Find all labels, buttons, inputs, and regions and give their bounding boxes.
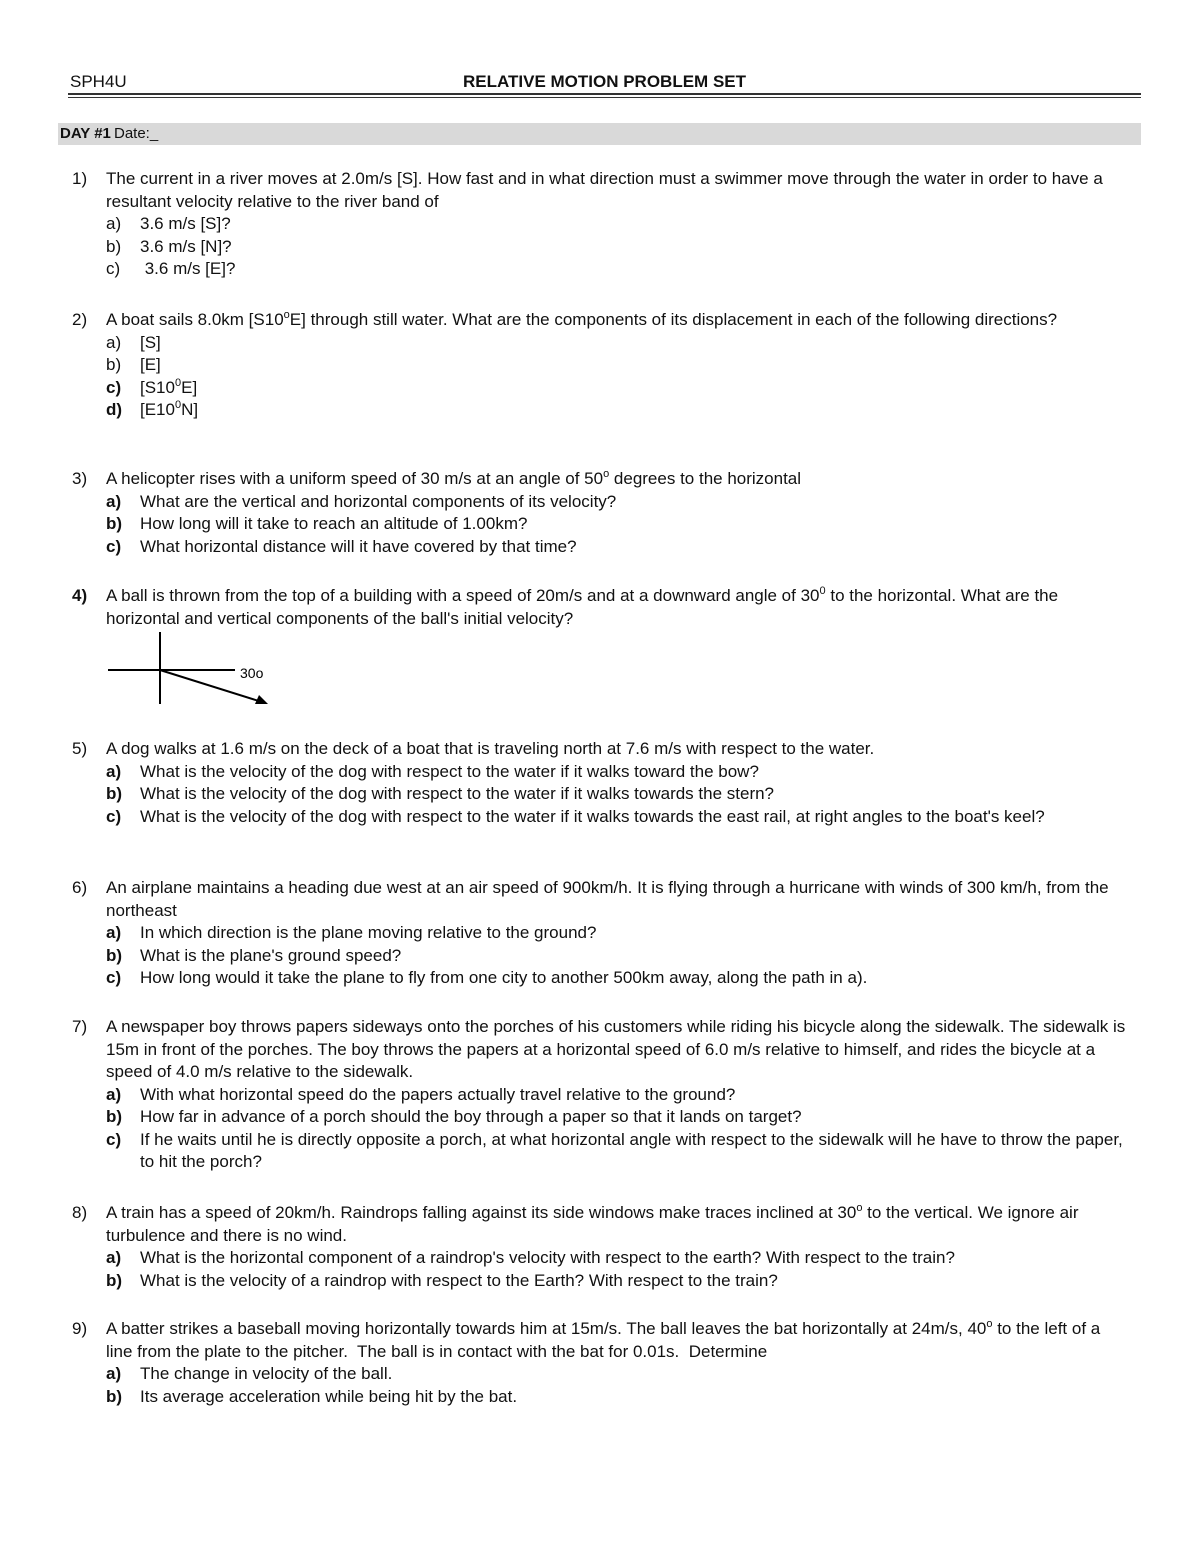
part-text: If he waits until he is directly opposite a porch, at what horizontal angle with respect to the sidewalk will he have to throw the paper, to hit the porch?	[140, 1129, 1123, 1171]
part-text: What are the vertical and horizontal components of its velocity?	[140, 491, 617, 511]
question-number: 3)	[72, 469, 88, 488]
degree-mark: o	[603, 468, 610, 480]
part-text: [E]	[140, 355, 161, 374]
question-text: The current in a river moves at 2.0m/s [S]. How fast and in what direction must a swimmer move through the water in order to have a resultant velocity relative to the river band of	[106, 169, 1103, 211]
question-1	[68, 168, 1128, 281]
angle-label: 30o	[240, 665, 264, 681]
question-text: A boat sails 8.0km [S10	[106, 310, 284, 329]
part-text: What is the velocity of a raindrop with respect to the Earth? With respect to the train?	[140, 1270, 778, 1290]
part-letter: b)	[106, 784, 123, 803]
question-number: 9)	[72, 1319, 88, 1338]
part-letter: a)	[106, 1084, 122, 1104]
question-number: 1)	[72, 169, 88, 188]
part-text-cont: E]	[181, 377, 198, 397]
part-text: What is the velocity of the dog with respect to the water if it walks towards the stern?	[140, 784, 775, 803]
part-text: The change in velocity of the ball.	[140, 1364, 393, 1383]
part-text: [S10	[140, 377, 175, 397]
part-letter: b)	[106, 945, 123, 965]
part-letter: a)	[106, 1248, 122, 1267]
part-letter: c)	[106, 968, 122, 987]
part-text-cont: N]	[181, 400, 199, 419]
question-3	[68, 468, 1128, 558]
page-title: RELATIVE MOTION PROBLEM SET	[462, 72, 747, 91]
question-number: 6)	[72, 878, 88, 897]
degree-mark: o	[856, 1202, 863, 1214]
angle-sketch	[100, 630, 280, 710]
part-text: [E10	[140, 400, 175, 419]
part-letter: b)	[106, 1107, 123, 1126]
question-number: 8)	[72, 1203, 88, 1222]
part-letter: a)	[106, 761, 122, 781]
part-text: What is the horizontal component of a raindrop's velocity with respect to the earth? With respect to the train?	[140, 1248, 955, 1267]
part-text: 3.6 m/s [N]?	[140, 236, 232, 256]
part-letter: c)	[106, 536, 122, 556]
part-letter: c)	[106, 259, 121, 278]
question-number: 2)	[72, 310, 88, 329]
part-letter: a)	[106, 1364, 122, 1383]
part-text: With what horizontal speed do the papers actually travel relative to the ground?	[140, 1084, 736, 1104]
part-letter: a)	[106, 332, 122, 352]
part-text: In which direction is the plane moving relative to the ground?	[140, 923, 597, 942]
part-letter: c)	[106, 806, 122, 826]
question-text-cont: to the vertical. We ignore air turbulence and there is no wind.	[106, 1203, 1079, 1245]
question-5	[68, 738, 1128, 828]
question-number: 7)	[72, 1017, 88, 1036]
question-text-cont: to the left of a line from the plate to the pitcher. The ball is in contact with the bat for 0.01s. Determine	[106, 1319, 1105, 1361]
part-text: What horizontal distance will it have covered by that time?	[140, 536, 577, 556]
question-4	[68, 585, 1128, 630]
part-text: What is the plane's ground speed?	[140, 945, 402, 965]
day-banner	[58, 123, 1141, 145]
part-letter: b)	[106, 1270, 123, 1290]
degree-mark: o	[283, 309, 290, 321]
part-letter: a)	[106, 923, 122, 942]
question-text: A batter strikes a baseball moving horizontally towards him at 15m/s. The ball leaves the bat horizontally at 24m/s, 40	[106, 1319, 987, 1338]
question-text: A train has a speed of 20km/h. Raindrops falling against its side windows make traces inclined at 30	[106, 1203, 857, 1222]
question-text-cont: E] through still water. What are the components of its displacement in each of the following directions?	[289, 310, 1058, 329]
question-number: 4)	[72, 586, 88, 605]
date-label: Date:_	[114, 125, 159, 142]
question-text: An airplane maintains a heading due west at an air speed of 900km/h. It is flying through a hurricane with winds of 300 km/h, from the northeast	[106, 878, 1109, 920]
part-text: How long would it take the plane to fly from one city to another 500km away, along the path in a).	[140, 968, 868, 987]
part-letter: a)	[106, 214, 122, 233]
part-text: 3.6 m/s [E]?	[140, 259, 236, 278]
part-letter: d)	[106, 400, 123, 419]
velocity-diagram	[100, 630, 280, 710]
course-code: SPH4U	[70, 72, 127, 91]
question-text: A dog walks at 1.6 m/s on the deck of a boat that is traveling north at 7.6 m/s with respect to the water.	[106, 739, 875, 758]
part-letter: b)	[106, 355, 122, 374]
header-rule-thick	[68, 93, 1141, 95]
part-letter: c)	[106, 377, 122, 397]
part-letter: b)	[106, 236, 122, 256]
question-text-cont: degrees to the horizontal	[609, 469, 802, 488]
part-text: [S]	[140, 332, 161, 352]
question-text: A ball is thrown from the top of a building with a speed of 20m/s and at a downward angle of 30	[106, 586, 820, 605]
part-text: How long will it take to reach an altitude of 1.00km?	[140, 514, 528, 533]
part-text: What is the velocity of the dog with respect to the water if it walks towards the east rail, at right angles to the boat's keel?	[140, 806, 1045, 826]
day-label: DAY #1	[60, 125, 111, 142]
question-number: 5)	[72, 739, 88, 758]
question-text-cont: to the horizontal. What are the horizontal and vertical components of the ball's initial velocity?	[106, 586, 1059, 628]
part-text: How far in advance of a porch should the boy through a paper so that it lands on target?	[140, 1107, 802, 1126]
part-text: Its average acceleration while being hit by the bat.	[140, 1386, 518, 1406]
question-9	[68, 1318, 1128, 1408]
part-letter: a)	[106, 491, 122, 511]
degree-mark: 0	[174, 399, 182, 411]
degree-mark: o	[986, 1318, 993, 1330]
degree-mark: 0	[174, 376, 182, 389]
question-6	[68, 877, 1128, 990]
part-text: 3.6 m/s [S]?	[140, 214, 231, 233]
question-2	[68, 309, 1128, 422]
degree-mark: 0	[819, 585, 826, 597]
part-letter: c)	[106, 1129, 122, 1149]
question-8	[68, 1202, 1128, 1292]
question-7	[68, 1016, 1128, 1174]
question-text: A newspaper boy throws papers sideways onto the porches of his customers while riding his bicycle along the sidewalk. The sidewalk is 15m in front of the porches. The boy throws the papers at a horizontal speed of 6.0 m/s relative to himself, and rides the bicycle at a speed of 4.0 m/s relative to the sidewalk.	[106, 1017, 1126, 1081]
part-letter: b)	[106, 514, 123, 533]
question-text: A helicopter rises with a uniform speed of 30 m/s at an angle of 50	[106, 469, 604, 488]
part-text: What is the velocity of the dog with respect to the water if it walks toward the bow?	[140, 761, 759, 781]
header-rule-thin	[68, 97, 1141, 98]
part-letter: b)	[106, 1386, 123, 1406]
